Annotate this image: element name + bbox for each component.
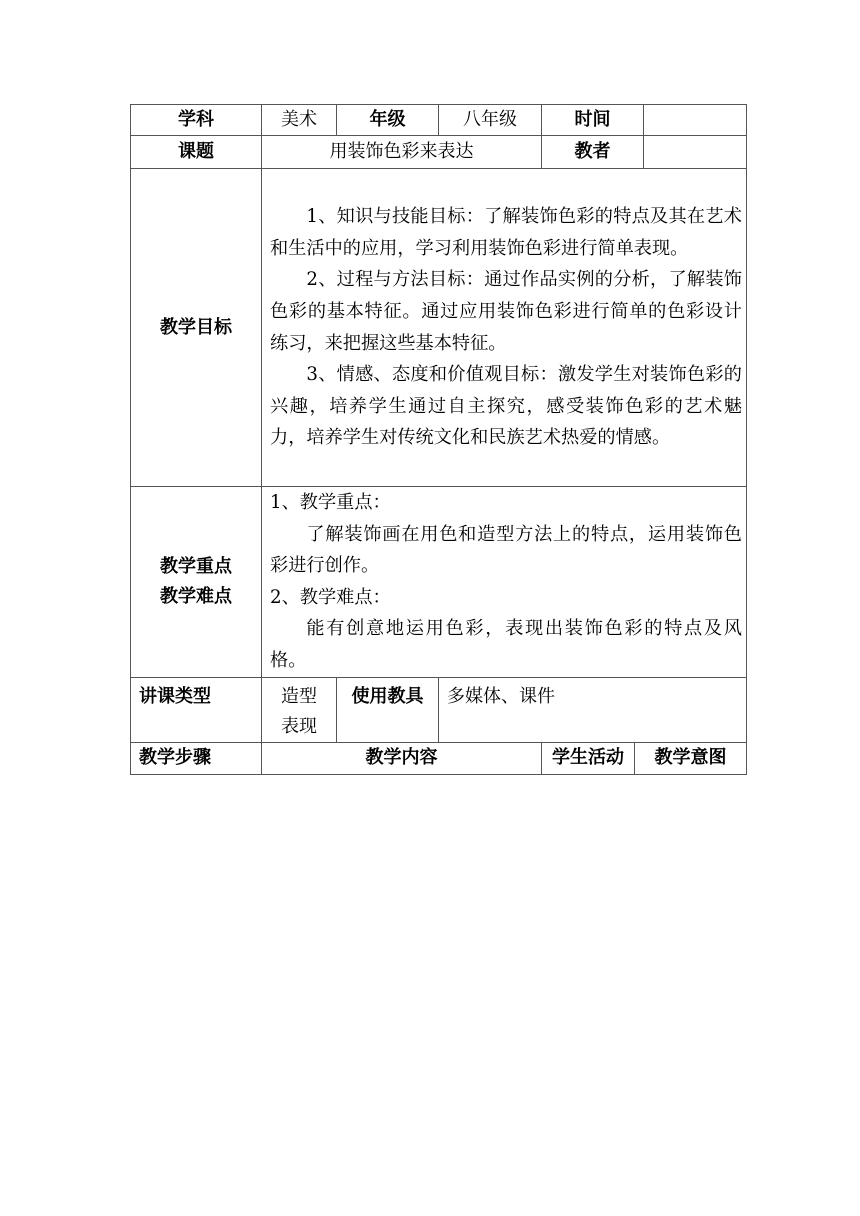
topic-label: 课题	[131, 136, 262, 169]
teacher-label: 教者	[542, 136, 644, 169]
teacher-value	[644, 136, 747, 169]
content-header: 教学内容	[262, 742, 542, 774]
time-label: 时间	[542, 105, 644, 136]
row-steps-header	[131, 742, 747, 774]
lesson-plan-table	[130, 104, 747, 775]
objective-item: 3、情感、态度和价值观目标：激发学生对装饰色彩的兴趣，培养学生通过自主探究，感受装饰色彩的艺术魅力，培养学生对传统文化和民族艺术热爱的情感。	[270, 364, 742, 449]
lesson-type-line: 造型	[281, 685, 317, 707]
row-lesson-type	[131, 677, 747, 742]
objective-item: 2、过程与方法目标：通过作品实例的分析，了解装饰色彩的基本特征。通过应用装饰色彩进行简单的色彩设计练习，来把握这些基本特征。	[270, 269, 742, 354]
steps-header: 教学步骤	[131, 742, 262, 774]
row-focus	[131, 487, 747, 678]
objective-item: 1、知识与技能目标：了解装饰色彩的特点及其在艺术和生活中的应用，学习利用装饰色彩进行简单表现。	[270, 206, 742, 259]
lesson-type-line: 表现	[281, 715, 317, 737]
tools-value: 多媒体、课件	[439, 677, 747, 742]
time-value	[644, 105, 747, 136]
lesson-type-value	[262, 677, 337, 742]
row-topic	[131, 136, 747, 169]
key-point-text: 了解装饰画在用色和造型方法上的特点，运用装饰色彩进行创作。	[270, 523, 742, 577]
grade-label: 年级	[337, 105, 439, 136]
row-objectives	[131, 169, 747, 487]
difficulty-label: 教学难点	[160, 585, 232, 607]
objectives-label: 教学目标	[131, 169, 262, 487]
subject-value: 美术	[262, 105, 337, 136]
topic-value: 用装饰色彩来表达	[262, 136, 542, 169]
activity-header: 学生活动	[542, 742, 635, 774]
row-subject	[131, 105, 747, 136]
focus-label	[131, 487, 262, 678]
key-point-heading: 1、教学重点：	[270, 492, 391, 513]
grade-value: 八年级	[439, 105, 542, 136]
objectives-content	[262, 169, 747, 487]
intent-header: 教学意图	[635, 742, 747, 774]
difficulty-heading: 2、教学难点：	[270, 586, 391, 608]
key-point-label: 教学重点	[160, 555, 232, 577]
difficulty-text: 能有创意地运用色彩，表现出装饰色彩的特点及风格。	[270, 618, 742, 671]
focus-content	[262, 487, 747, 678]
subject-label: 学科	[131, 105, 262, 136]
lesson-type-label: 讲课类型	[131, 677, 262, 742]
tools-label: 使用教具	[337, 677, 439, 742]
